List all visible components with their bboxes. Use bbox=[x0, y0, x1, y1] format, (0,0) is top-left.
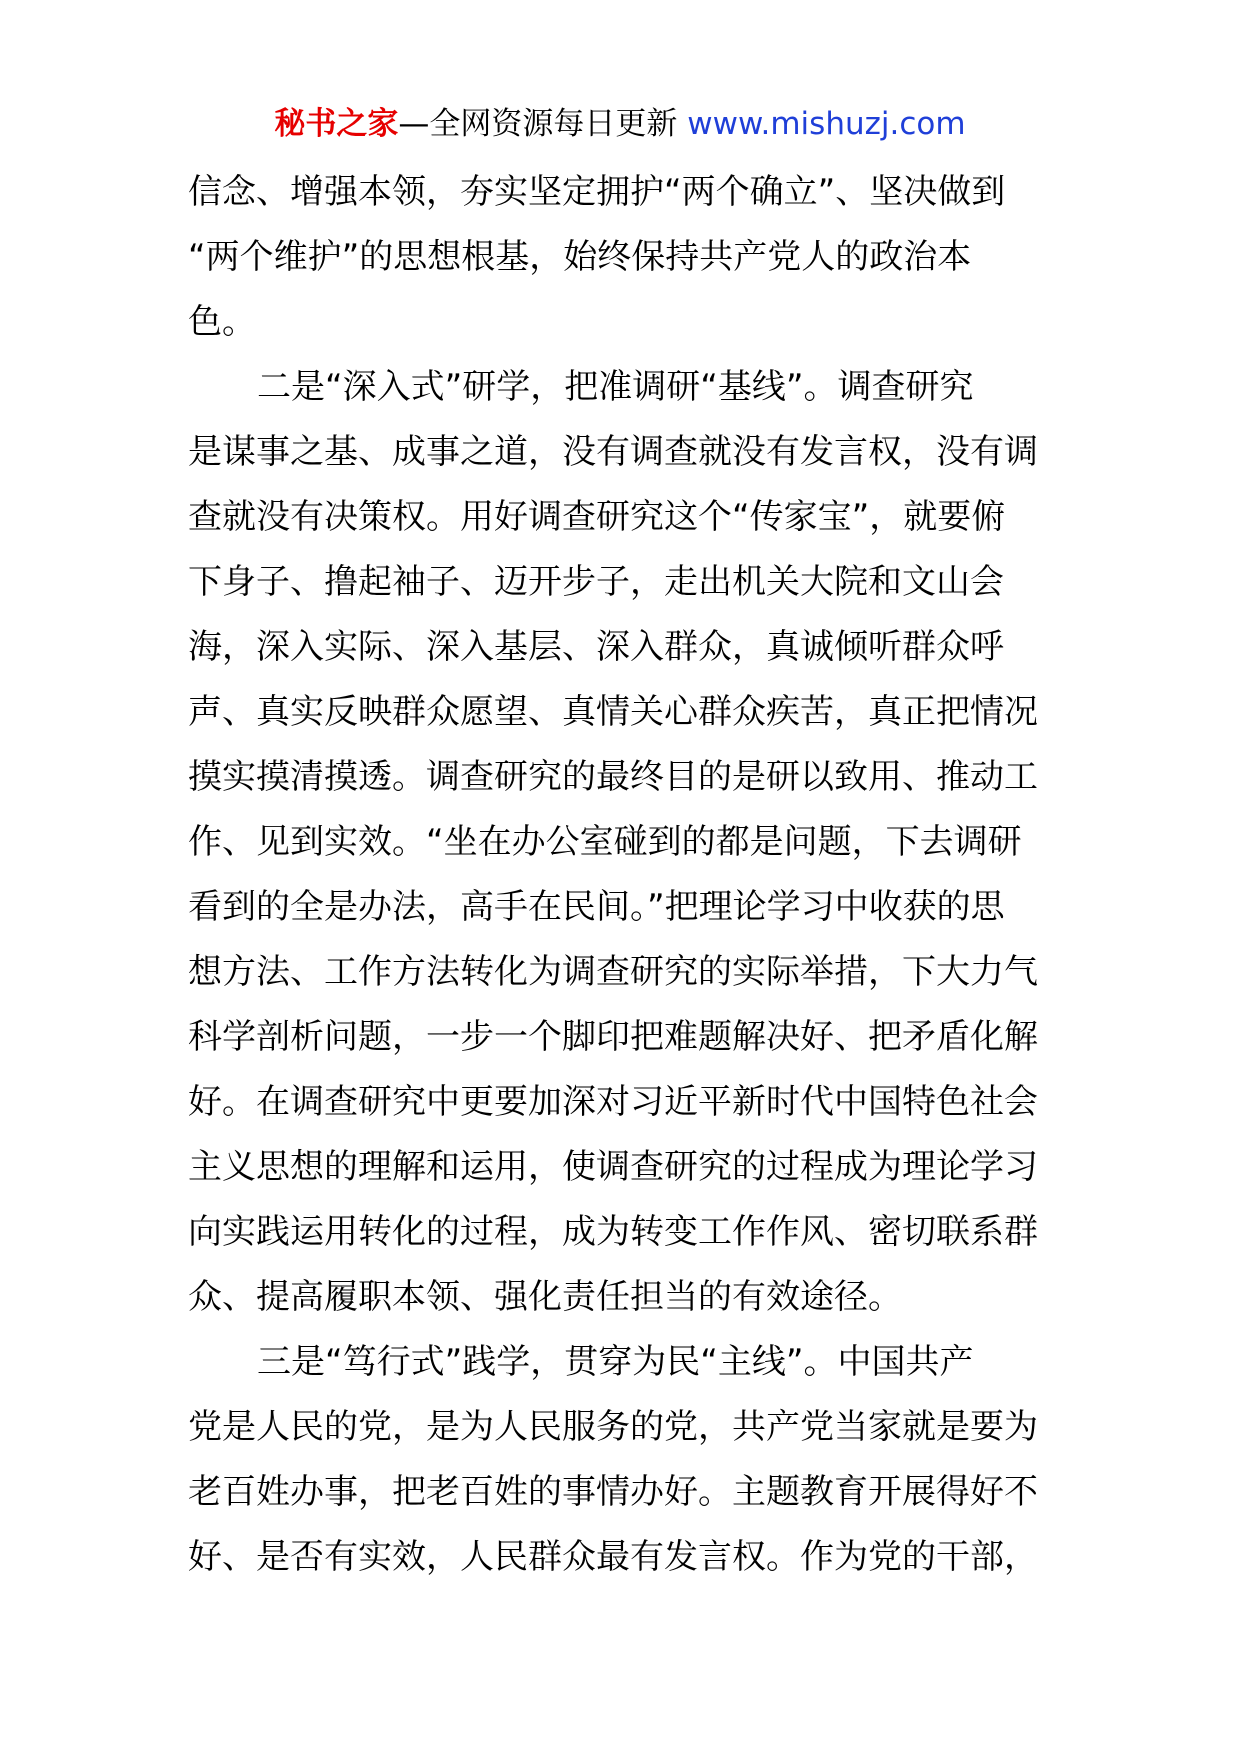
text-line: 众、提高履职本领、强化责任担当的有效途径。 bbox=[188, 1277, 902, 1317]
text-line: 向实践运用转化的过程，成为转变工作作风、密切联系群 bbox=[188, 1212, 1038, 1252]
text-line: 摸实摸清摸透。调查研究的最终目的是研以致用、推动工 bbox=[188, 757, 1038, 797]
text-line: 三是“笃行式”践学，贯穿为民“主线”。中国共产 bbox=[257, 1342, 974, 1382]
text-line: 二是“深入式”研学，把准调研“基线”。调查研究 bbox=[257, 367, 974, 407]
text-line: 海，深入实际、深入基层、深入群众，真诚倾听群众呼 bbox=[188, 627, 1004, 667]
text-line: 党是人民的党，是为人民服务的党，共产党当家就是要为 bbox=[188, 1407, 1038, 1447]
text-line: 下身子、撸起袖子、迈开步子，走出机关大院和文山会 bbox=[188, 562, 1004, 602]
header-tagline: —全网资源每日更新 bbox=[398, 106, 688, 142]
text-line: 想方法、工作方法转化为调查研究的实际举措，下大力气 bbox=[188, 952, 1038, 992]
text-line: 作、见到实效。“坐在办公室碰到的都是问题，下去调研 bbox=[188, 822, 1022, 862]
text-line: 查就没有决策权。用好调查研究这个“传家宝”，就要俯 bbox=[188, 497, 1006, 537]
text-line: 声、真实反映群众愿望、真情关心群众疾苦，真正把情况 bbox=[188, 692, 1038, 732]
document-body bbox=[188, 160, 1061, 1590]
site-url-link[interactable]: www.mishuzj.com bbox=[687, 106, 966, 142]
brand-name: 秘书之家 bbox=[274, 106, 399, 142]
text-line: 好、是否有实效，人民群众最有发言权。作为党的干部， bbox=[188, 1537, 1038, 1577]
text-line: 科学剖析问题，一步一个脚印把难题解决好、把矛盾化解 bbox=[188, 1017, 1038, 1057]
text-line: 老百姓办事，把老百姓的事情办好。主题教育开展得好不 bbox=[188, 1472, 1038, 1512]
text-line: 主义思想的理解和运用，使调查研究的过程成为理论学习 bbox=[188, 1147, 1038, 1187]
text-line: 色。 bbox=[188, 302, 256, 342]
text-line: “两个维护”的思想根基，始终保持共产党人的政治本 bbox=[188, 237, 972, 277]
text-line: 看到的全是办法，高手在民间。”把理论学习中收获的思 bbox=[188, 887, 1005, 927]
text-line: 信念、增强本领，夯实坚定拥护“两个确立”、坚决做到 bbox=[188, 172, 1006, 212]
site-header bbox=[0, 102, 1240, 146]
text-line: 是谋事之基、成事之道，没有调查就没有发言权，没有调 bbox=[188, 432, 1038, 472]
text-line: 好。在调查研究中更要加深对习近平新时代中国特色社会 bbox=[188, 1082, 1038, 1122]
